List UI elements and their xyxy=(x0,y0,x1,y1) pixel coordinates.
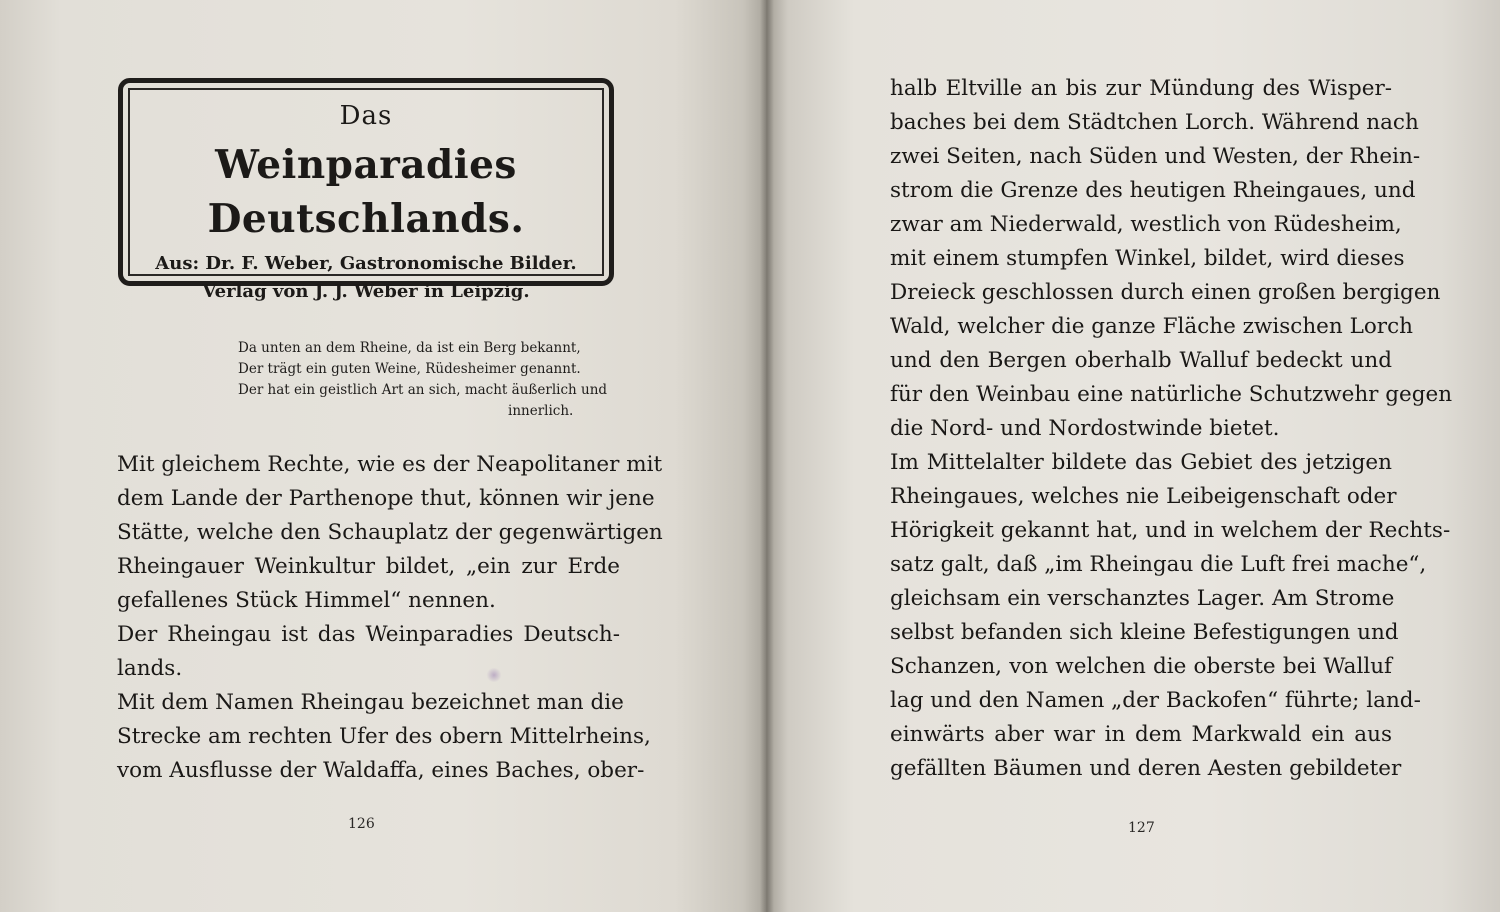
text-line: selbst befanden sich kleine Befestigungen und xyxy=(890,620,1399,645)
page-number-left: 126 xyxy=(348,816,375,832)
book-gutter xyxy=(760,0,774,912)
text-line: lands. xyxy=(117,656,183,681)
text-line: satz galt, daß „im Rheingau die Luft frei mache“, xyxy=(890,552,1427,577)
right-body-text xyxy=(890,72,1453,786)
page-number-right: 127 xyxy=(1128,820,1155,836)
text-line: Wald, welcher die ganze Fläche zwischen Lorch xyxy=(890,314,1413,339)
text-line: gefällten Bäumen und deren Aesten gebildeter xyxy=(890,756,1402,781)
poem-line: Da unten an dem Rheine, da ist ein Berg bekannt, xyxy=(238,340,581,356)
text-line: gleichsam ein verschanztes Lager. Am Strome xyxy=(890,586,1395,611)
text-line: für den Weinbau eine natürliche Schutzwehr gegen xyxy=(890,382,1453,407)
text-line: vom Ausflusse der Waldaffa, eines Baches, ober- xyxy=(117,758,645,783)
ink-smudge xyxy=(486,668,502,682)
poem-epigraph xyxy=(238,338,620,422)
text-line: Rheingaues, welches nie Leibeigenschaft oder xyxy=(890,484,1397,509)
source-line-2: Verlag von J. J. Weber in Leipzig. xyxy=(202,281,530,302)
poem-line: innerlich. xyxy=(508,403,574,419)
text-line: einwärts aber war in dem Markwald ein aus xyxy=(890,722,1392,747)
text-line: Hörigkeit gekannt hat, und in welchem der Rechts- xyxy=(890,518,1451,543)
text-line: Stätte, welche den Schauplatz der gegenwärtigen xyxy=(117,520,663,545)
text-line: mit einem stumpfen Winkel, bildet, wird dieses xyxy=(890,246,1405,271)
poem-line: Der trägt ein guten Weine, Rüdesheimer genannt. xyxy=(238,361,581,377)
text-line: baches bei dem Städtchen Lorch. Während nach xyxy=(890,110,1419,135)
text-line: Mit gleichem Rechte, wie es der Neapolitaner mit xyxy=(117,452,663,477)
text-line: Mit dem Namen Rheingau bezeichnet man die xyxy=(117,690,624,715)
poem-line: Der hat ein geistlich Art an sich, macht äußerlich und xyxy=(238,382,608,398)
text-line: und den Bergen oberhalb Walluf bedeckt und xyxy=(890,348,1392,373)
source-line-1: Aus: Dr. F. Weber, Gastronomische Bilder. xyxy=(155,253,577,274)
text-line: zwei Seiten, nach Süden und Westen, der Rhein- xyxy=(890,144,1421,169)
text-line: dem Lande der Parthenope thut, können wir jene xyxy=(117,486,655,511)
text-line: Strecke am rechten Ufer des obern Mittelrheins, xyxy=(117,724,651,749)
text-line: Der Rheingau ist das Weinparadies Deutsch- xyxy=(117,622,620,647)
text-line: Schanzen, von welchen die oberste bei Walluf xyxy=(890,654,1392,679)
text-line: Im Mittelalter bildete das Gebiet des jetzigen xyxy=(890,450,1392,475)
text-line: gefallenes Stück Himmel“ nennen. xyxy=(117,588,496,613)
text-line: die Nord- und Nordostwinde bietet. xyxy=(890,416,1280,441)
chapter-title: Weinparadies Deutschlands. xyxy=(207,142,525,242)
text-line: strom die Grenze des heutigen Rheingaues, und xyxy=(890,178,1416,203)
text-line: halb Eltville an bis zur Mündung des Wisper- xyxy=(890,76,1392,101)
text-line: zwar am Niederwald, westlich von Rüdesheim, xyxy=(890,212,1402,237)
text-line: lag und den Namen „der Backofen“ führte; land- xyxy=(890,688,1421,713)
title-block xyxy=(128,96,604,306)
title-article: Das xyxy=(339,101,393,131)
text-line: Dreieck geschlossen durch einen großen bergigen xyxy=(890,280,1441,305)
text-line: Rheingauer Weinkultur bildet, „ein zur Erde xyxy=(117,554,620,579)
left-body-text xyxy=(117,448,663,788)
